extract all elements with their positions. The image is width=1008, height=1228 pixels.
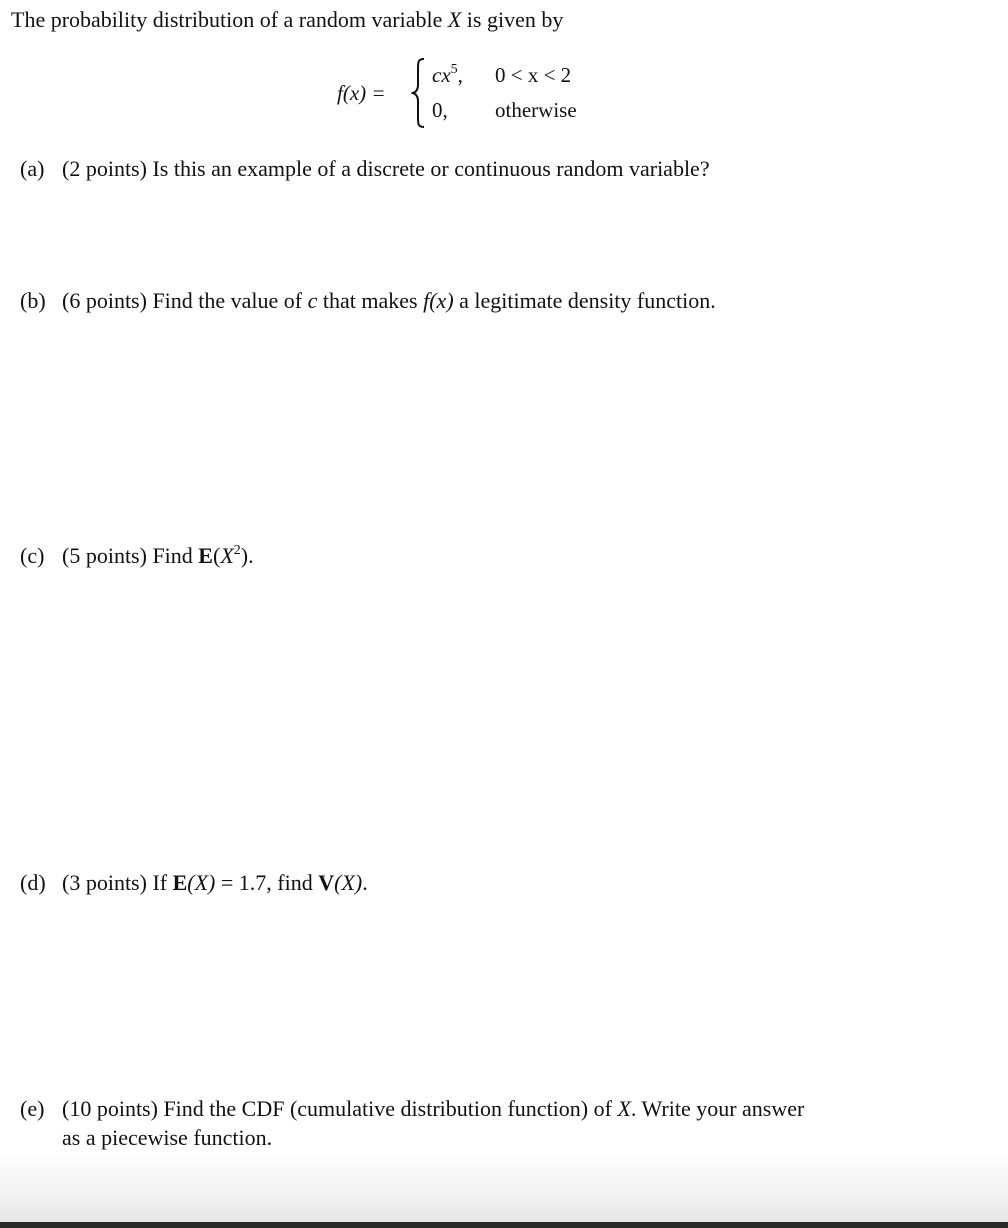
left-brace-icon — [411, 57, 427, 129]
question-b-text-1: (6 points) Find the value of — [62, 288, 308, 313]
question-c-paren-close: ). — [240, 543, 254, 568]
equation-lhs — [337, 80, 386, 106]
question-d-text-2: = 1.7, find — [215, 870, 319, 895]
case1-base: cx — [432, 63, 451, 87]
question-e-line1-a: (10 points) Find the CDF (cumulative distribution function) of — [62, 1096, 618, 1121]
question-d-end: . — [362, 870, 368, 895]
question-d-text — [62, 868, 368, 897]
question-d-variance: V — [318, 870, 335, 895]
question-e-var-x: X — [617, 1096, 631, 1121]
question-d-text-1: (3 points) If — [62, 870, 173, 895]
question-b-text-2: that makes — [317, 288, 424, 313]
question-c-text-1: (5 points) Find — [62, 543, 199, 568]
question-d-arg: (X) — [187, 870, 216, 895]
question-c-text — [62, 541, 254, 570]
equation-lhs-text: f(x) = — [337, 81, 386, 105]
case1-expression — [432, 62, 463, 88]
case1-condition: 0 < x < 2 — [495, 63, 572, 87]
page-bottom-edge — [0, 1222, 1008, 1228]
question-d-expectation: E — [172, 870, 188, 895]
case2-condition: otherwise — [495, 98, 577, 122]
intro-text-before: The probability distribution of a random variable — [11, 7, 448, 32]
question-e-label: (e) — [20, 1096, 45, 1121]
question-b-text — [62, 286, 716, 315]
question-c-var-x: X — [220, 543, 234, 568]
question-b-fx: f(x) — [423, 288, 454, 313]
question-c-label: (c) — [20, 543, 45, 568]
question-b-text-3: a legitimate density function. — [453, 288, 716, 313]
case1-exponent: 5 — [450, 62, 458, 77]
page-bottom-shadow — [0, 1150, 1008, 1222]
question-a-text: (2 points) Is this an example of a discrete or continuous random variable? — [62, 156, 710, 181]
intro-variable: X — [447, 7, 462, 32]
question-e-line1-b: . Write your answer — [630, 1096, 805, 1121]
problem-intro — [11, 7, 563, 33]
question-c-paren-open: ( — [212, 543, 221, 568]
case1-comma: , — [457, 63, 463, 87]
case2-expression: 0, — [432, 98, 448, 122]
question-d-arg2: (X) — [334, 870, 363, 895]
question-c-expectation: E — [198, 543, 213, 568]
question-b-var-c: c — [307, 288, 318, 313]
question-e-line2: as a piecewise function. — [62, 1125, 273, 1150]
question-c-exponent: 2 — [233, 543, 241, 558]
question-e-line1 — [62, 1094, 804, 1123]
question-d-label: (d) — [20, 870, 46, 895]
question-a-label: (a) — [20, 156, 45, 181]
question-b-label: (b) — [20, 288, 46, 313]
intro-text-after: is given by — [461, 7, 564, 32]
